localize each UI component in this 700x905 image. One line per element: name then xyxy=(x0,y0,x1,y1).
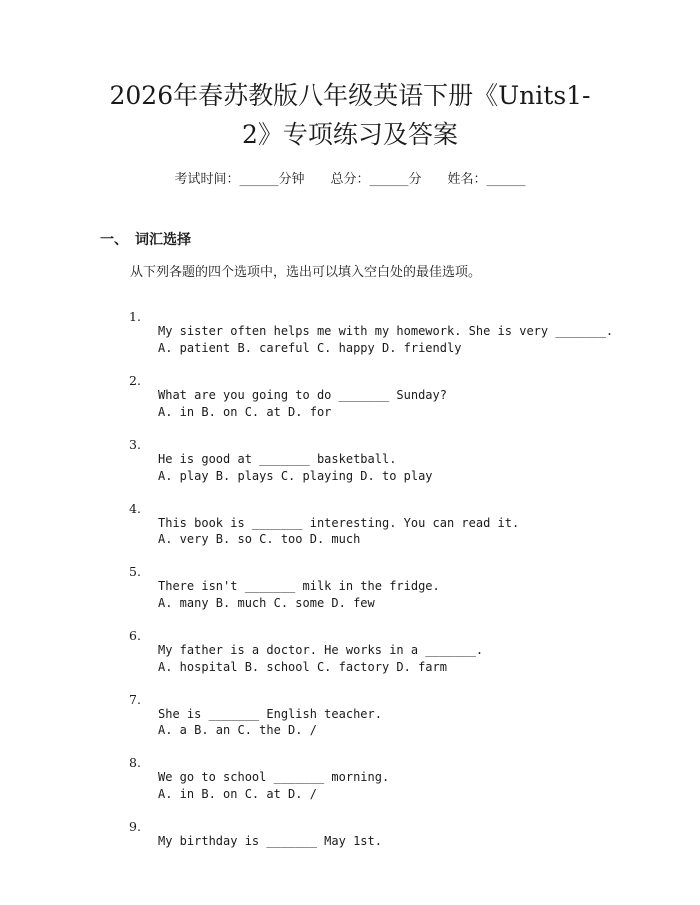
question-options: A. play B. plays C. playing D. to play xyxy=(158,469,433,483)
question-options: A. in B. on C. at D. for xyxy=(158,405,332,419)
question-item xyxy=(0,804,700,864)
question-text: My father is a doctor. He works in a _______. xyxy=(158,643,484,657)
question-number: 6. xyxy=(129,628,141,643)
question-text: What are you going to do _______ Sunday? xyxy=(158,388,447,402)
question-number: 7. xyxy=(129,692,141,707)
question-text: She is _______ English teacher. xyxy=(158,707,382,721)
question-text: My sister often helps me with my homework. She is very _______. xyxy=(158,324,614,338)
question-text: He is good at _______ basketball. xyxy=(158,452,397,466)
title-line-1: 2026年春苏教版八年级英语下册《Units1- xyxy=(109,81,591,110)
question-number: 1. xyxy=(129,309,141,324)
document-title xyxy=(80,76,620,154)
question-text: We go to school _______ morning. xyxy=(158,770,390,784)
question-number: 4. xyxy=(129,501,141,516)
question-text: There isn't _______ milk in the fridge. xyxy=(158,579,440,593)
title-line-2: 2》专项练习及答案 xyxy=(242,120,458,149)
exam-info: 考试时间：______分钟 总分：______分 姓名：______ xyxy=(174,172,526,187)
question-options: A. patient B. careful C. happy D. friendly xyxy=(158,341,462,355)
section-instruction: 从下列各题的四个选项中，选出可以填入空白处的最佳选项。 xyxy=(130,265,482,280)
section-heading: 一、 词汇选择 xyxy=(100,232,191,248)
question-number: 5. xyxy=(129,564,141,579)
question-options: A. many B. much C. some D. few xyxy=(158,596,375,610)
question-options: A. a B. an C. the D. / xyxy=(158,723,317,737)
question-text: This book is _______ interesting. You can read it. xyxy=(158,516,520,530)
question-number: 9. xyxy=(129,819,141,834)
question-options: A. very B. so C. too D. much xyxy=(158,532,361,546)
question-text: My birthday is _______ May 1st. xyxy=(158,834,382,848)
question-number: 2. xyxy=(129,373,141,388)
question-number: 8. xyxy=(129,755,141,770)
question-options: A. in B. on C. at D. / xyxy=(158,787,317,801)
question-number: 3. xyxy=(129,437,141,452)
question-options: A. hospital B. school C. factory D. farm xyxy=(158,660,447,674)
